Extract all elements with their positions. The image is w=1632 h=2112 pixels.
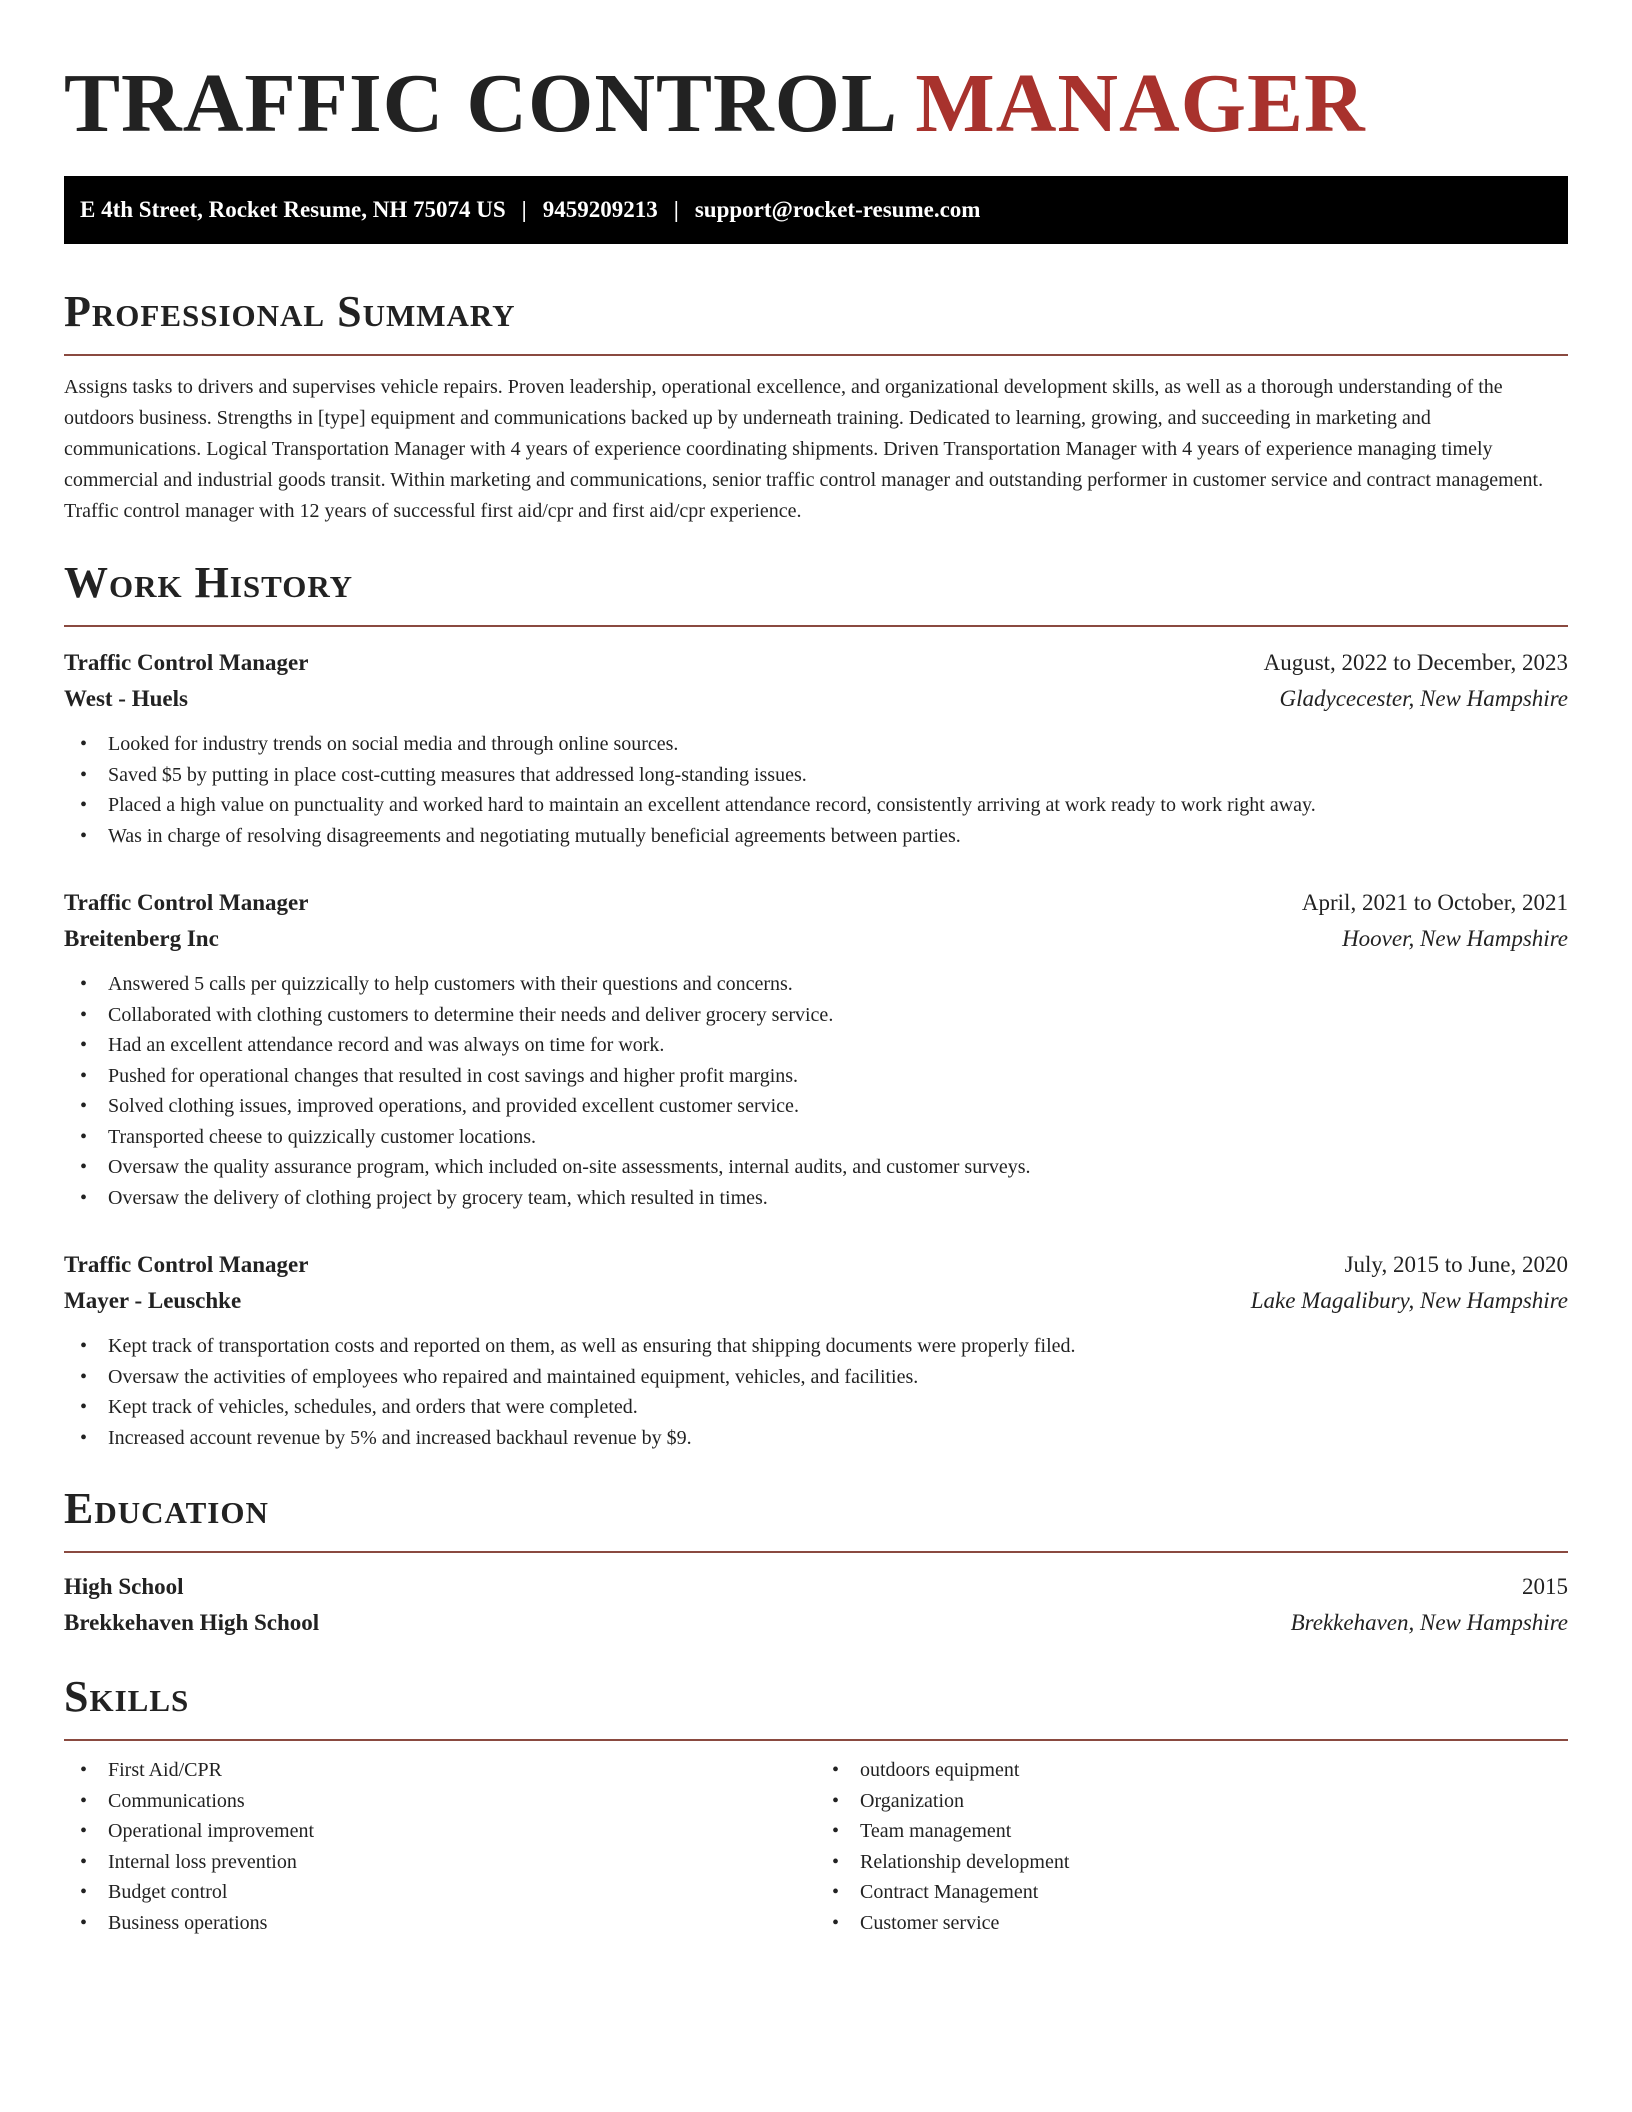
resume-name [64, 56, 1568, 152]
name-last: MANAGER [915, 57, 1366, 150]
job-entry [64, 645, 1568, 851]
job-company-row [64, 681, 1568, 717]
name-first: TRAFFIC CONTROL [64, 57, 894, 150]
contact-separator: | [521, 197, 527, 222]
skill-item: • Communications [64, 1786, 816, 1817]
skills-list [64, 1755, 816, 1938]
list-item: • Placed a high value on punctuality and worked hard to maintain an excellent attendance record, consistently arriving at work ready to work right away. [64, 790, 1568, 821]
section-title: Skills [64, 1672, 190, 1721]
contact-phone: 9459209213 [542, 197, 658, 222]
job-header-row [64, 1247, 1568, 1283]
job-position: Traffic Control Manager [64, 650, 309, 675]
skill-item: • Operational improvement [64, 1816, 816, 1847]
skill-item: • Relationship development [816, 1847, 1568, 1878]
job-location: Gladycecester, New Hampshire [1279, 686, 1568, 711]
education-degree-row [64, 1569, 1568, 1605]
education-entry [64, 1569, 1568, 1641]
job-bullets [64, 1331, 1568, 1453]
skill-item: • Budget control [64, 1877, 816, 1908]
section-divider [64, 625, 1568, 627]
section-title: Professional Summary [64, 287, 516, 336]
section-divider [64, 354, 1568, 356]
skill-item: • Contract Management [816, 1877, 1568, 1908]
job-location: Hoover, New Hampshire [1342, 926, 1568, 951]
education-section [64, 1483, 1568, 1641]
list-item: • Oversaw the quality assurance program, which included on-site assessments, internal audits, and customer surveys. [64, 1152, 1568, 1183]
list-item: • Oversaw the activities of employees who repaired and maintained equipment, vehicles, and facilities. [64, 1362, 1568, 1393]
contact-separator: | [673, 197, 679, 222]
job-dates: August, 2022 to December, 2023 [1263, 650, 1568, 675]
education-location: Brekkehaven, New Hampshire [1290, 1610, 1568, 1635]
contact-bar [64, 176, 1568, 244]
job-position: Traffic Control Manager [64, 890, 309, 915]
skill-item: • Customer service [816, 1908, 1568, 1939]
contact-address: E 4th Street, Rocket Resume, NH 75074 US [80, 197, 506, 222]
skills-section [64, 1671, 1568, 1938]
summary-section [64, 286, 1568, 527]
list-item: • Solved clothing issues, improved operations, and provided excellent customer service. [64, 1091, 1568, 1122]
education-school-row [64, 1605, 1568, 1641]
job-entry [64, 885, 1568, 1213]
list-item: • Kept track of transportation costs and reported on them, as well as ensuring that shipping documents were properly filed. [64, 1331, 1568, 1362]
job-position: Traffic Control Manager [64, 1252, 309, 1277]
list-item: • Pushed for operational changes that resulted in cost savings and higher profit margins. [64, 1061, 1568, 1092]
job-bullets [64, 969, 1568, 1213]
skill-item: • Internal loss prevention [64, 1847, 816, 1878]
job-company-row [64, 1283, 1568, 1319]
section-title: Education [64, 1484, 269, 1533]
summary-text: Assigns tasks to drivers and supervises vehicle repairs. Proven leadership, operational excellence, and organizational development skills, as well as a thorough understanding of the outdoors business. Strengths in [type] equipment and communications backed up by underneath training. Dedicated to learning, growing, and succeeding in marketing and communications. Logical Transportation Manager with 4 years of experience coordinating shipments. Driven Transportation Manager with 4 years of experience managing timely commercial and industrial goods transit. Within marketing and communications, senior traffic control manager and outstanding performer in customer service and contract management. Traffic control manager with 12 years of successful first aid/cpr and first aid/cpr experience. [64, 376, 1544, 522]
section-title: Work History [64, 558, 354, 607]
job-company: Mayer - Leuschke [64, 1288, 242, 1313]
skills-column-right [816, 1755, 1568, 1938]
skill-item: • Organization [816, 1786, 1568, 1817]
job-header-row [64, 885, 1568, 921]
list-item: • Was in charge of resolving disagreements and negotiating mutually beneficial agreements between parties. [64, 821, 1568, 852]
job-header-row [64, 645, 1568, 681]
education-degree: High School [64, 1574, 184, 1599]
list-item: • Transported cheese to quizzically customer locations. [64, 1122, 1568, 1153]
job-company-row [64, 921, 1568, 957]
skills-grid [64, 1755, 1568, 1938]
contact-email[interactable]: support@rocket-resume.com [694, 197, 981, 222]
skill-item: • Business operations [64, 1908, 816, 1939]
job-location: Lake Magalibury, New Hampshire [1250, 1288, 1568, 1313]
skills-column-left [64, 1755, 816, 1938]
list-item: • Looked for industry trends on social media and through online sources. [64, 729, 1568, 760]
job-company: West - Huels [64, 686, 188, 711]
skills-list [816, 1755, 1568, 1938]
list-item: • Collaborated with clothing customers to determine their needs and deliver grocery service. [64, 1000, 1568, 1031]
section-divider [64, 1739, 1568, 1741]
education-year: 2015 [1522, 1574, 1568, 1599]
list-item: • Had an excellent attendance record and was always on time for work. [64, 1030, 1568, 1061]
list-item: • Saved $5 by putting in place cost-cutting measures that addressed long-standing issues. [64, 760, 1568, 791]
skill-item: • Team management [816, 1816, 1568, 1847]
list-item: • Oversaw the delivery of clothing project by grocery team, which resulted in times. [64, 1183, 1568, 1214]
list-item: • Increased account revenue by 5% and increased backhaul revenue by $9. [64, 1423, 1568, 1454]
job-dates: April, 2021 to October, 2021 [1301, 890, 1568, 915]
list-item: • Kept track of vehicles, schedules, and orders that were completed. [64, 1392, 1568, 1423]
job-company: Breitenberg Inc [64, 926, 219, 951]
skill-item: • First Aid/CPR [64, 1755, 816, 1786]
education-school: Brekkehaven High School [64, 1610, 320, 1635]
list-item: • Answered 5 calls per quizzically to help customers with their questions and concerns. [64, 969, 1568, 1000]
job-dates: July, 2015 to June, 2020 [1344, 1252, 1568, 1277]
section-divider [64, 1551, 1568, 1553]
job-entry [64, 1247, 1568, 1453]
skill-item: • outdoors equipment [816, 1755, 1568, 1786]
job-bullets [64, 729, 1568, 851]
work-history-section [64, 557, 1568, 1453]
